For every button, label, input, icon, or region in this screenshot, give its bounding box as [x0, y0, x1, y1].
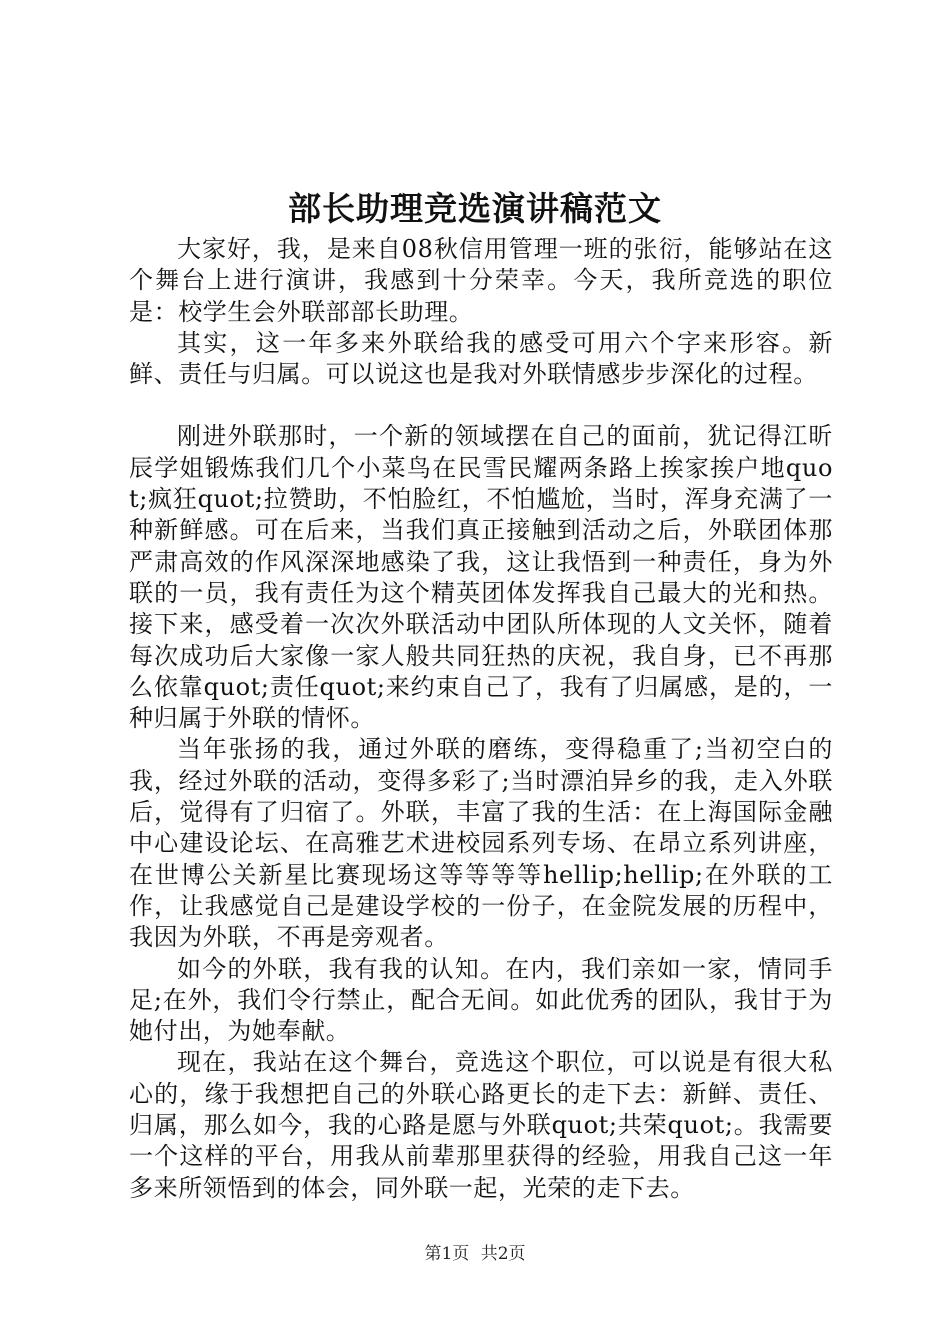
page-number-total: 共2页 [480, 1244, 526, 1264]
paragraph-growth: 当年张扬的我，通过外联的磨练，变得稳重了;当初空白的我，经过外联的活动，变得多彩了;当时漂泊异乡的我，走入外联后，觉得有了归宿了。外联，丰富了我的生活：在上海国际金融中心建设论坛、在高雅艺术进校园系列专场、在昂立系列讲座，在世博公关新星比赛现场这等等等等hellip;hellip;在外联的工作，让我感觉自己是建设学校的一份子，在金院发展的历程中，我因为外联，不再是旁观者。 [129, 735, 833, 952]
paragraph-summary: 其实，这一年多来外联给我的感受可用六个字来形容。新鲜、责任与归属。可以说这也是我对外联情感步步深化的过程。 [129, 328, 833, 389]
page-number-current: 第1页 [424, 1244, 470, 1264]
paragraph-conclusion: 现在，我站在这个舞台，竞选这个职位，可以说是有很大私心的，缘于我想把自己的外联心路更长的走下去：新鲜、责任、归属，那么如今，我的心路是愿与外联quot;共荣quot;。我需要一个这样的平台，用我从前辈那里获得的经验，用我自己这一年多来所领悟到的体会，同外联一起，光荣的走下去。 [129, 1048, 833, 1202]
page-footer [0, 1242, 950, 1266]
paragraph-team: 如今的外联，我有我的认知。在内，我们亲如一家，情同手足;在外，我们令行禁止，配合无间。如此优秀的团队，我甘于为她付出，为她奉献。 [129, 954, 833, 1046]
document-body [129, 234, 833, 1204]
document-title: 部长助理竞选演讲稿范文 [288, 189, 662, 228]
paragraph-fresh-start: 刚进外联那时，一个新的领域摆在自己的面前，犹记得江昕辰学姐锻炼我们几个小菜鸟在民雪民耀两条路上挨家挨户地quot;疯狂quot;拉赞助，不怕脸红，不怕尴尬，当时，浑身充满了一种新鲜感。可在后来，当我们真正接触到活动之后，外联团体那严肃高效的作风深深地感染了我，这让我悟到一种责任，身为外联的一员，我有责任为这个精英团体发挥我自己最大的光和热。接下来，感受着一次次外联活动中团队所体现的人文关怀，随着每次成功后大家像一家人般共同狂热的庆祝，我自身，已不再那么依靠quot;责任quot;来约束自己了，我有了归属感，是的，一种归属于外联的情怀。 [129, 422, 833, 733]
paragraph-greeting: 大家好，我，是来自08秋信用管理一班的张衍，能够站在这个舞台上进行演讲，我感到十分荣幸。今天，我所竞选的职位是：校学生会外联部部长助理。 [129, 235, 833, 326]
